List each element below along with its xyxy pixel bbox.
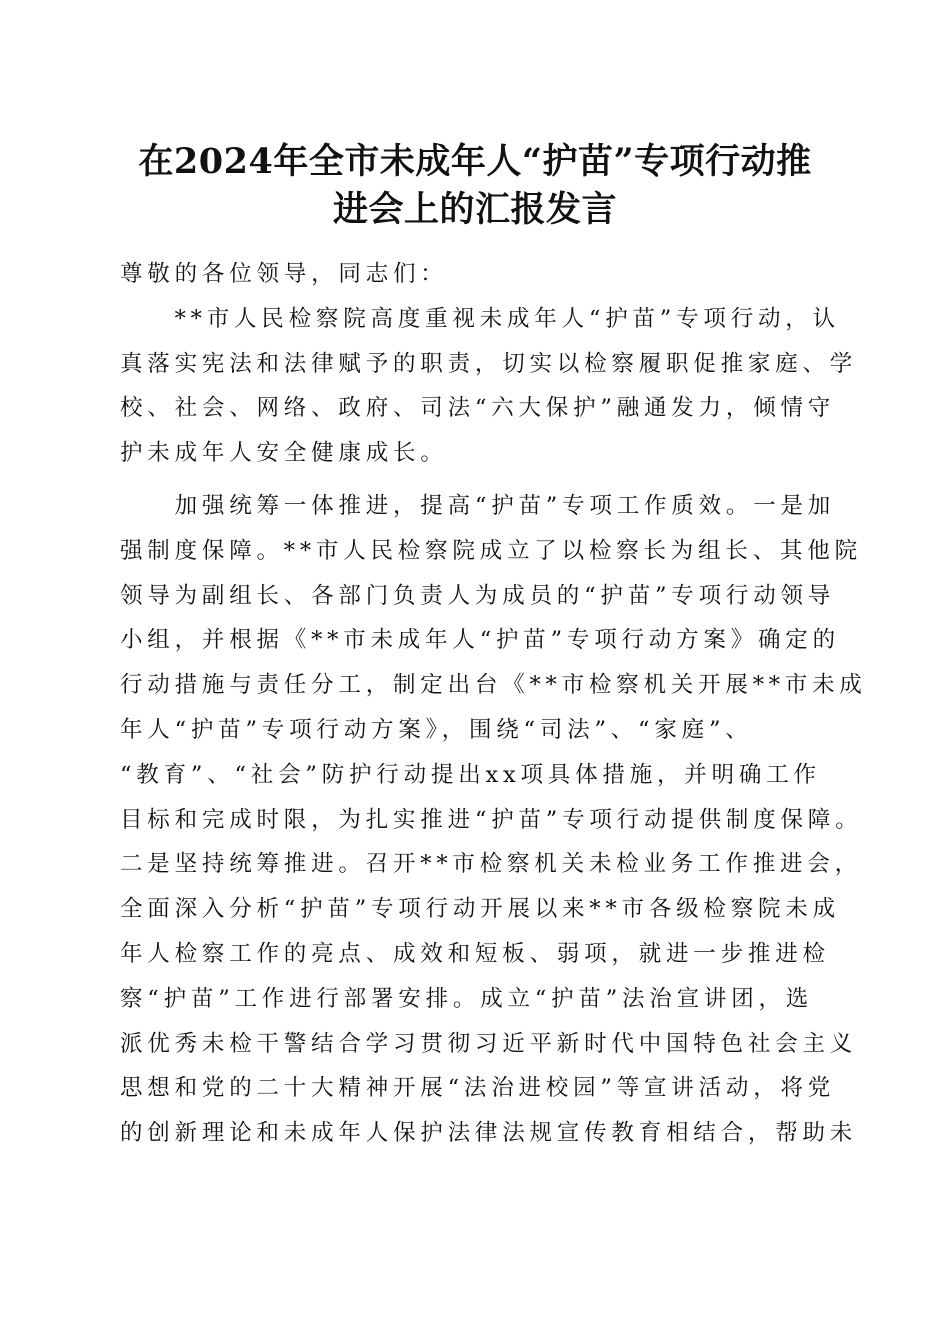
title-line-2: 进会上的汇报发言 bbox=[332, 189, 617, 230]
paragraph-line: 小组，并根据《**市未成年人“护苗”专项行动方案》确定的 bbox=[120, 627, 840, 654]
paragraph-line: 护未成年人安全健康成长。 bbox=[120, 440, 448, 467]
paragraph-line: 真落实宪法和法律赋予的职责，切实以检察履职促推家庭、学 bbox=[120, 350, 858, 377]
document-body bbox=[120, 252, 867, 1156]
paragraph-line: “教育”、“社会”防护行动提出xx项具体措施，并明确工作 bbox=[120, 761, 821, 788]
title-line-1: 在2024年全市未成年人“护苗”专项行动推 bbox=[138, 141, 812, 182]
document-title bbox=[110, 138, 840, 234]
paragraph-spacing bbox=[120, 476, 840, 484]
paragraph-line: 思想和党的二十大精神开展“法治进校园”等宣讲活动，将党 bbox=[120, 1075, 836, 1102]
paragraph-line: 领导为副组长、各部门负责人为成员的“护苗”专项行动领导 bbox=[120, 582, 836, 609]
paragraph-line: 加强统筹一体推进，提高“护苗”专项工作质效。一是加 bbox=[120, 492, 836, 519]
paragraph-line: 行动措施与责任分工，制定出台《**市检察机关开展**市未成 bbox=[120, 672, 867, 699]
paragraph-line: 二是坚持统筹推进。召开**市检察机关未检业务工作推进会， bbox=[120, 851, 862, 878]
salutation: 尊敬的各位领导，同志们： bbox=[120, 261, 448, 287]
paragraph-line: 年人“护苗”专项行动方案》，围绕“司法”、“家庭”、 bbox=[120, 716, 753, 743]
paragraph-line: 校、社会、网络、政府、司法“六大保护”融通发力，倾情守 bbox=[120, 395, 836, 422]
paragraph-line: 全面深入分析“护苗”专项行动开展以来**市各级检察院未成 bbox=[120, 896, 840, 923]
paragraph-line: 派优秀未检干警结合学习贯彻习近平新时代中国特色社会主义 bbox=[120, 1030, 858, 1057]
paragraph-line: **市人民检察院高度重视未成年人“护苗”专项行动，认 bbox=[120, 305, 840, 332]
paragraph-1 bbox=[120, 297, 858, 476]
paragraph-2 bbox=[120, 484, 867, 1156]
paragraph-line: 强制度保障。**市人民检察院成立了以检察长为组长、其他院 bbox=[120, 537, 862, 564]
paragraph-line: 年人检察工作的亮点、成效和短板、弱项，就进一步推进检 bbox=[120, 940, 830, 967]
paragraph-line: 的创新理论和未成年人保护法律法规宣传教育相结合，帮助未 bbox=[120, 1120, 858, 1147]
paragraph-line: 目标和完成时限，为扎实推进“护苗”专项行动提供制度保障。 bbox=[120, 806, 863, 833]
paragraph-line: 察“护苗”工作进行部署安排。成立“护苗”法治宣讲团，选 bbox=[120, 985, 814, 1012]
